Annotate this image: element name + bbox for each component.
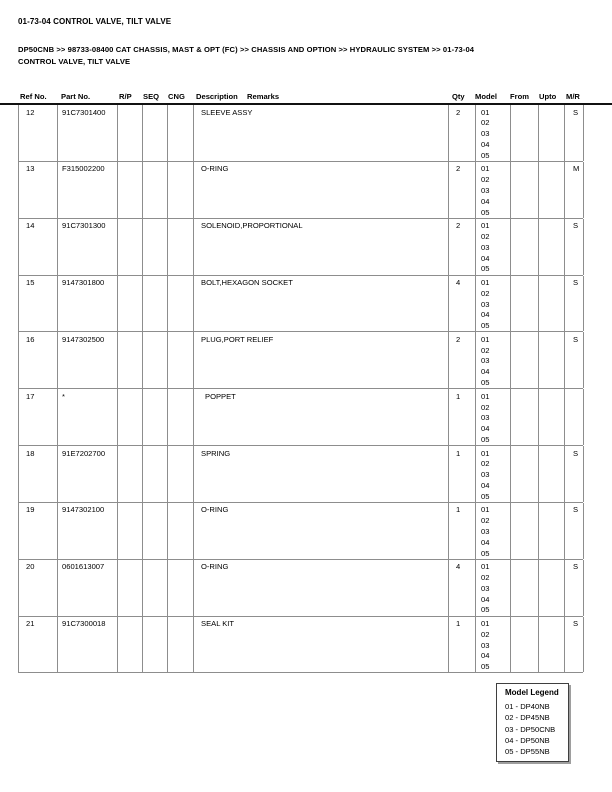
column-header-part-no: Part No. — [61, 92, 91, 101]
cell-from-row-19 — [511, 503, 539, 559]
cell-rp-row-17 — [118, 389, 143, 445]
cell-part-no-row-13: F315002200 — [58, 162, 118, 218]
breadcrumb — [18, 44, 598, 67]
model-code: 05 — [481, 548, 490, 558]
model-code: 04 — [481, 367, 490, 377]
cell-description-row-13: O-RING — [194, 162, 449, 218]
cell-qty-row-20: 4 — [449, 560, 476, 616]
model-code: 01 — [481, 334, 490, 344]
cell-upto-row-16 — [539, 332, 565, 388]
model-code: 01 — [481, 562, 490, 572]
model-code: 04 — [481, 537, 490, 547]
cell-seq-row-17 — [143, 389, 168, 445]
column-header-from: From — [510, 92, 529, 101]
model-code: 01 — [481, 221, 490, 231]
model-code: 01 — [481, 505, 490, 515]
cell-description-row-14: SOLENOID,PROPORTIONAL — [194, 219, 449, 275]
cell-seq-row-15 — [143, 276, 168, 332]
cell-ref-no-row-15: 15 — [19, 276, 58, 332]
cell-models-row-18 — [476, 446, 511, 502]
cell-qty-row-14: 2 — [449, 219, 476, 275]
cell-qty-row-17: 1 — [449, 389, 476, 445]
model-legend-title: Model Legend — [505, 688, 559, 697]
cell-from-row-13 — [511, 162, 539, 218]
model-code: 04 — [481, 424, 490, 434]
cell-from-row-15 — [511, 276, 539, 332]
cell-part-no-row-20: 0601613007 — [58, 560, 118, 616]
cell-upto-row-13 — [539, 162, 565, 218]
cell-description-row-21: SEAL KIT — [194, 617, 449, 673]
model-code: 04 — [481, 594, 490, 604]
model-code: 03 — [481, 185, 490, 195]
cell-mr-row-21: S — [565, 617, 584, 673]
cell-description-row-20: O-RING — [194, 560, 449, 616]
cell-seq-row-13 — [143, 162, 168, 218]
cell-cng-row-19 — [168, 503, 194, 559]
table-row — [19, 332, 583, 389]
cell-ref-no-row-16: 16 — [19, 332, 58, 388]
model-code: 01 — [481, 391, 490, 401]
cell-cng-row-15 — [168, 276, 194, 332]
cell-rp-row-19 — [118, 503, 143, 559]
model-legend — [496, 683, 569, 762]
cell-models-row-16 — [476, 332, 511, 388]
cell-from-row-21 — [511, 617, 539, 673]
cell-seq-row-21 — [143, 617, 168, 673]
cell-mr-row-20: S — [565, 560, 584, 616]
model-code: 04 — [481, 253, 490, 263]
cell-part-no-row-15: 9147301800 — [58, 276, 118, 332]
cell-models-row-13 — [476, 162, 511, 218]
cell-ref-no-row-21: 21 — [19, 617, 58, 673]
cell-ref-no-row-17: 17 — [19, 389, 58, 445]
cell-seq-row-12 — [143, 105, 168, 161]
cell-cng-row-17 — [168, 389, 194, 445]
cell-qty-row-18: 1 — [449, 446, 476, 502]
cell-from-row-20 — [511, 560, 539, 616]
legend-item: 04 - DP50NB — [505, 735, 550, 745]
cell-ref-no-row-19: 19 — [19, 503, 58, 559]
column-header-ref-no: Ref No. — [20, 92, 47, 101]
cell-models-row-17 — [476, 389, 511, 445]
cell-models-row-14 — [476, 219, 511, 275]
cell-rp-row-12 — [118, 105, 143, 161]
model-code: 02 — [481, 345, 490, 355]
cell-mr-row-17 — [565, 389, 584, 445]
cell-upto-row-20 — [539, 560, 565, 616]
model-code: 04 — [481, 139, 490, 149]
cell-seq-row-18 — [143, 446, 168, 502]
cell-ref-no-row-13: 13 — [19, 162, 58, 218]
model-code: 02 — [481, 288, 490, 298]
column-header-model: Model — [475, 92, 497, 101]
cell-seq-row-19 — [143, 503, 168, 559]
cell-cng-row-21 — [168, 617, 194, 673]
cell-qty-row-15: 4 — [449, 276, 476, 332]
cell-upto-row-21 — [539, 617, 565, 673]
cell-part-no-row-21: 91C7300018 — [58, 617, 118, 673]
model-code: 01 — [481, 619, 490, 629]
cell-ref-no-row-14: 14 — [19, 219, 58, 275]
cell-part-no-row-14: 91C7301300 — [58, 219, 118, 275]
model-code: 04 — [481, 651, 490, 661]
cell-models-row-21 — [476, 617, 511, 673]
cell-rp-row-21 — [118, 617, 143, 673]
table-row — [19, 446, 583, 503]
table-row — [19, 560, 583, 617]
cell-rp-row-20 — [118, 560, 143, 616]
model-code: 02 — [481, 231, 490, 241]
table-row — [19, 276, 583, 333]
model-code: 05 — [481, 434, 490, 444]
model-code: 02 — [481, 118, 490, 128]
cell-cng-row-14 — [168, 219, 194, 275]
cell-qty-row-12: 2 — [449, 105, 476, 161]
model-code: 05 — [481, 378, 490, 388]
model-code: 04 — [481, 480, 490, 490]
cell-seq-row-20 — [143, 560, 168, 616]
cell-part-no-row-18: 91E7202700 — [58, 446, 118, 502]
cell-qty-row-21: 1 — [449, 617, 476, 673]
cell-upto-row-12 — [539, 105, 565, 161]
model-code: 03 — [481, 413, 490, 423]
model-code: 01 — [481, 448, 490, 458]
cell-upto-row-19 — [539, 503, 565, 559]
cell-qty-row-16: 2 — [449, 332, 476, 388]
cell-description-row-17: POPPET — [194, 389, 449, 445]
model-code: 03 — [481, 527, 490, 536]
cell-cng-row-20 — [168, 560, 194, 616]
model-code: 03 — [481, 583, 490, 593]
legend-item: 01 - DP40NB — [505, 702, 550, 711]
table-row — [19, 389, 583, 446]
cell-cng-row-13 — [168, 162, 194, 218]
cell-description-row-15: BOLT,HEXAGON SOCKET — [194, 276, 449, 332]
model-code: 02 — [481, 459, 490, 469]
model-code: 02 — [481, 629, 490, 639]
parts-table — [18, 105, 583, 673]
cell-mr-row-14: S — [565, 219, 584, 275]
legend-item: 02 - DP45NB — [505, 713, 550, 723]
cell-from-row-17 — [511, 389, 539, 445]
cell-upto-row-17 — [539, 389, 565, 445]
cell-rp-row-15 — [118, 276, 143, 332]
model-code: 02 — [481, 402, 490, 412]
model-code: 03 — [481, 129, 490, 139]
table-row — [19, 105, 583, 162]
model-code: 03 — [481, 299, 490, 309]
model-code: 02 — [481, 573, 490, 583]
cell-mr-row-15: S — [565, 276, 584, 332]
model-code: 05 — [481, 662, 490, 672]
cell-from-row-16 — [511, 332, 539, 388]
cell-rp-row-13 — [118, 162, 143, 218]
cell-cng-row-18 — [168, 446, 194, 502]
table-row — [19, 219, 583, 276]
model-code: 05 — [481, 264, 490, 274]
table-row — [19, 503, 583, 560]
model-code: 05 — [481, 150, 490, 160]
breadcrumb-line-2: CONTROL VALVE, TILT VALVE — [18, 56, 131, 66]
cell-from-row-14 — [511, 219, 539, 275]
model-code: 05 — [481, 491, 490, 501]
model-code: 03 — [481, 356, 490, 366]
page-title: 01-73-04 CONTROL VALVE, TILT VALVE — [18, 17, 172, 26]
model-code: 01 — [481, 107, 490, 117]
cell-models-row-15 — [476, 276, 511, 332]
table-row — [19, 617, 583, 674]
column-header-remarks: Remarks — [247, 92, 280, 101]
model-code: 04 — [481, 310, 490, 320]
cell-models-row-20 — [476, 560, 511, 616]
cell-models-row-12 — [476, 105, 511, 161]
cell-cng-row-12 — [168, 105, 194, 161]
cell-ref-no-row-12: 12 — [19, 105, 58, 161]
model-code: 04 — [481, 196, 490, 206]
model-code: 03 — [481, 470, 490, 480]
cell-from-row-18 — [511, 446, 539, 502]
cell-upto-row-15 — [539, 276, 565, 332]
column-header-cng: CNG — [168, 92, 185, 101]
cell-ref-no-row-20: 20 — [19, 560, 58, 616]
cell-mr-row-12: S — [565, 105, 584, 161]
model-code: 05 — [481, 605, 490, 615]
cell-upto-row-18 — [539, 446, 565, 502]
model-legend-items — [505, 701, 566, 757]
column-header-seq: SEQ — [143, 92, 160, 101]
column-header-m-r: M/R — [566, 92, 580, 101]
cell-part-no-row-12: 91C7301400 — [58, 105, 118, 161]
cell-upto-row-14 — [539, 219, 565, 275]
cell-description-row-16: PLUG,PORT RELIEF — [194, 332, 449, 388]
cell-models-row-19 — [476, 503, 511, 559]
cell-rp-row-18 — [118, 446, 143, 502]
cell-mr-row-19: S — [565, 503, 584, 559]
legend-item: 05 - DP55NB — [505, 747, 550, 757]
cell-part-no-row-19: 9147302100 — [58, 503, 118, 559]
legend-item: 03 - DP50CNB — [505, 724, 556, 734]
table-row — [19, 162, 583, 219]
cell-description-row-19: O-RING — [194, 503, 449, 559]
model-code: 02 — [481, 175, 490, 185]
column-header-upto: Upto — [539, 92, 557, 101]
cell-qty-row-13: 2 — [449, 162, 476, 218]
breadcrumb-line-1: DP50CNB >> 98733-08400 CAT CHASSIS, MAST & OPT (FC) >> CHASSIS AND OPTION >> HYDRAULIC SYSTEM >> 01-73-04 — [18, 45, 475, 54]
model-code: 02 — [481, 516, 490, 526]
model-code: 03 — [481, 242, 490, 252]
cell-description-row-12: SLEEVE ASSY — [194, 105, 449, 161]
cell-mr-row-18: S — [565, 446, 584, 502]
cell-seq-row-14 — [143, 219, 168, 275]
cell-part-no-row-17: * — [58, 389, 118, 445]
cell-mr-row-13: M — [565, 162, 584, 218]
column-header-qty: Qty — [452, 92, 465, 101]
cell-part-no-row-16: 9147302500 — [58, 332, 118, 388]
column-header-r-p: R/P — [119, 92, 132, 101]
model-code: 01 — [481, 164, 490, 174]
model-code: 01 — [481, 278, 490, 288]
cell-seq-row-16 — [143, 332, 168, 388]
cell-cng-row-16 — [168, 332, 194, 388]
column-header-description: Description — [196, 92, 238, 101]
model-code: 05 — [481, 207, 490, 217]
cell-from-row-12 — [511, 105, 539, 161]
cell-ref-no-row-18: 18 — [19, 446, 58, 502]
cell-qty-row-19: 1 — [449, 503, 476, 559]
cell-rp-row-14 — [118, 219, 143, 275]
cell-description-row-18: SPRING — [194, 446, 449, 502]
model-code: 03 — [481, 640, 490, 650]
model-code: 05 — [481, 321, 490, 331]
cell-rp-row-16 — [118, 332, 143, 388]
table-column-headers — [0, 92, 612, 103]
cell-mr-row-16: S — [565, 332, 584, 388]
